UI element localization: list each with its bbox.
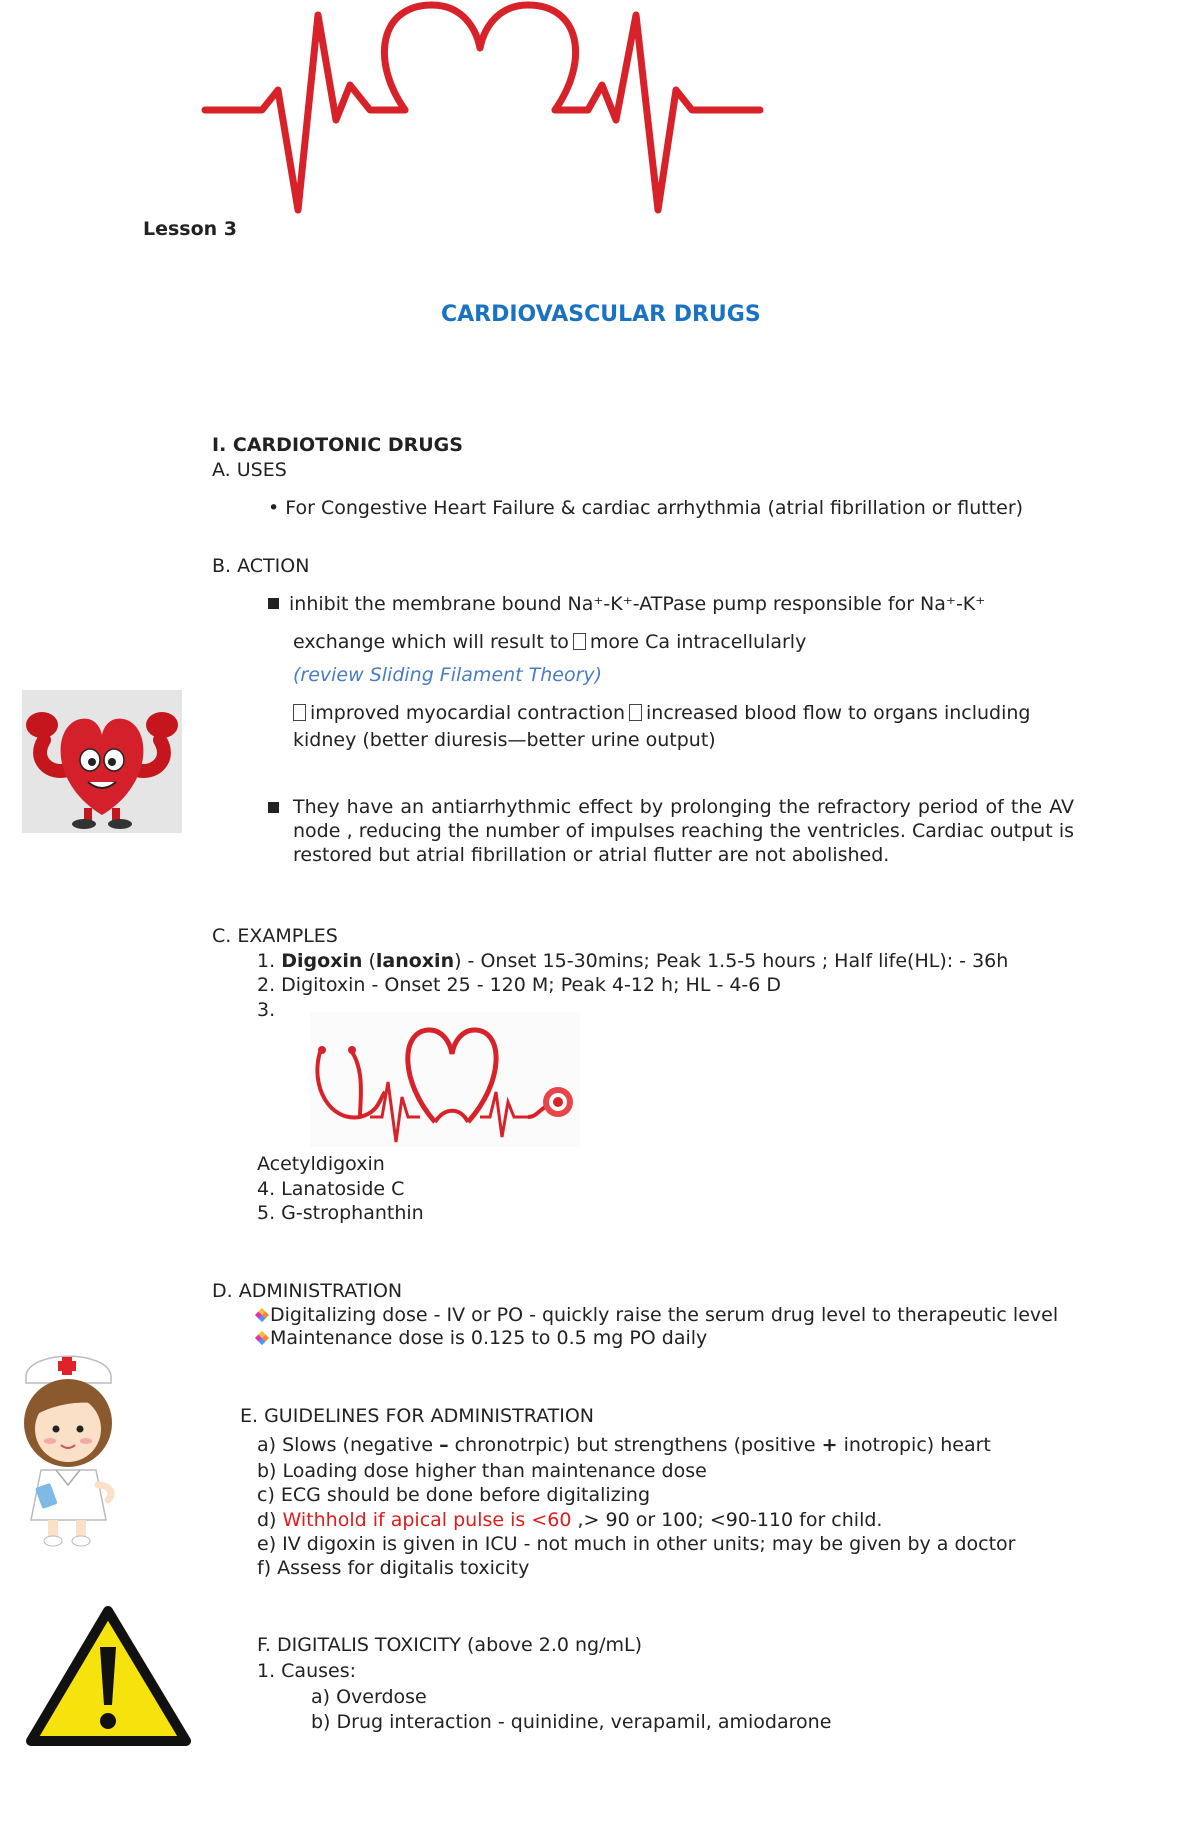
guideline-a-mid: chronotrpic) but strengthens (positive — [454, 1434, 816, 1456]
action-item-2-text: They have an antiarrhythmic effect by prolonging the refractory period of the AV node , reducing the number of impulses reaching the ventricles. Cardiac output is restored but atrial fibrillation or atrial flutter are not abolished. — [293, 796, 1074, 866]
guideline-a-minus: – — [439, 1434, 449, 1456]
ecg-heart-banner-icon — [200, 0, 765, 215]
subheading-toxicity: F. DIGITALIS TOXICITY (above 2.0 ng/mL) — [257, 1634, 643, 1656]
warning-sign-icon — [26, 1605, 191, 1747]
page-title: CARDIOVASCULAR DRUGS — [441, 302, 761, 327]
section-heading-cardiotonic: I. CARDIOTONIC DRUGS — [212, 434, 463, 456]
muscle-heart-mascot — [22, 690, 182, 833]
action-item-1 — [268, 593, 985, 615]
action-item-1-text: inhibit the membrane bound Na⁺-K⁺-ATPase pump responsible for Na⁺-K⁺ — [289, 593, 986, 615]
muscle-heart-icon — [22, 690, 182, 833]
review-note: (review Sliding Filament Theory) — [293, 664, 603, 686]
example-1 — [257, 950, 1008, 972]
improved-text-a: improved myocardial contraction — [310, 702, 626, 724]
improved-line-1 — [293, 702, 1031, 724]
guideline-d-warning: Withhold if apical pulse is <60 — [282, 1509, 572, 1531]
nurse-mascot-icon — [16, 1345, 121, 1550]
toxicity-cause-b: b) Drug interaction - quinidine, verapamil, amiodarone — [311, 1711, 832, 1733]
arrow-glyph-icon — [293, 704, 306, 721]
guideline-b: b) Loading dose higher than maintenance dose — [257, 1460, 707, 1482]
action-line2-end: more Ca intracellularly — [589, 631, 807, 653]
guideline-a-start: a) Slows (negative — [257, 1434, 434, 1456]
improved-text-b: increased blood flow to organs including — [646, 702, 1031, 724]
guideline-f: f) Assess for digitalis toxicity — [257, 1557, 530, 1579]
subheading-action: B. ACTION — [212, 555, 310, 577]
subheading-examples: C. EXAMPLES — [212, 925, 338, 947]
guideline-a-end: inotropic) heart — [843, 1434, 991, 1456]
subheading-uses: A. USES — [212, 459, 287, 481]
action-line2-start: exchange which will result to — [293, 631, 569, 653]
guideline-d-rest: ,> 90 or 100; <90-110 for child. — [577, 1509, 883, 1531]
action-item-1-line2 — [293, 631, 806, 653]
example-1-paren: ( — [368, 950, 376, 972]
toxicity-causes: 1. Causes: — [257, 1660, 357, 1682]
administration-item-2-text: Maintenance dose is 0.125 to 0.5 mg PO daily — [270, 1327, 708, 1349]
example-4: 4. Lanatoside C — [257, 1178, 405, 1200]
diamond-bullet-icon — [255, 1331, 269, 1345]
guideline-d — [257, 1509, 882, 1531]
example-1-details: ) - Onset 15-30mins; Peak 1.5-5 hours ; Half life(HL): - 36h — [454, 950, 1009, 972]
stethoscope-heart-icon — [310, 1012, 580, 1147]
guideline-d-prefix: d) — [257, 1509, 277, 1531]
uses-text: For Congestive Heart Failure & cardiac arrhythmia (atrial fibrillation or flutter) — [285, 497, 1024, 519]
improved-line-2: kidney (better diuresis—better urine output) — [293, 729, 716, 751]
square-bullet-icon — [268, 598, 279, 609]
diamond-bullet-icon — [255, 1308, 269, 1322]
arrow-glyph-icon — [629, 704, 642, 721]
example-2: 2. Digitoxin - Onset 25 - 120 M; Peak 4-12 h; HL - 4-6 D — [257, 974, 782, 996]
uses-bullet — [268, 497, 1023, 519]
example-1-brand: lanoxin — [375, 950, 455, 972]
guideline-e: e) IV digoxin is given in ICU - not much in other units; may be given by a doctor — [257, 1533, 1016, 1555]
guideline-c: c) ECG should be done before digitalizing — [257, 1484, 651, 1506]
toxicity-cause-a: a) Overdose — [311, 1686, 427, 1708]
action-item-2 — [268, 795, 1074, 867]
arrow-glyph-icon — [573, 633, 586, 650]
administration-item-1 — [257, 1304, 1058, 1326]
example-3-name: Acetyldigoxin — [257, 1153, 385, 1175]
lesson-label: Lesson 3 — [143, 218, 238, 240]
guideline-a-plus: + — [821, 1434, 838, 1456]
square-bullet-icon — [268, 802, 279, 813]
administration-item-1-text: Digitalizing dose - IV or PO - quickly raise the serum drug level to therapeutic level — [270, 1304, 1059, 1326]
example-3-num: 3. — [257, 999, 276, 1021]
example-1-drug: Digoxin — [281, 950, 363, 972]
guideline-a — [257, 1434, 991, 1456]
example-1-num: 1. — [257, 950, 276, 972]
bullet-dot: • — [268, 497, 280, 519]
administration-item-2 — [257, 1327, 707, 1349]
subheading-guidelines: E. GUIDELINES FOR ADMINISTRATION — [240, 1405, 595, 1427]
example-5: 5. G-strophanthin — [257, 1202, 424, 1224]
subheading-administration: D. ADMINISTRATION — [212, 1280, 403, 1302]
